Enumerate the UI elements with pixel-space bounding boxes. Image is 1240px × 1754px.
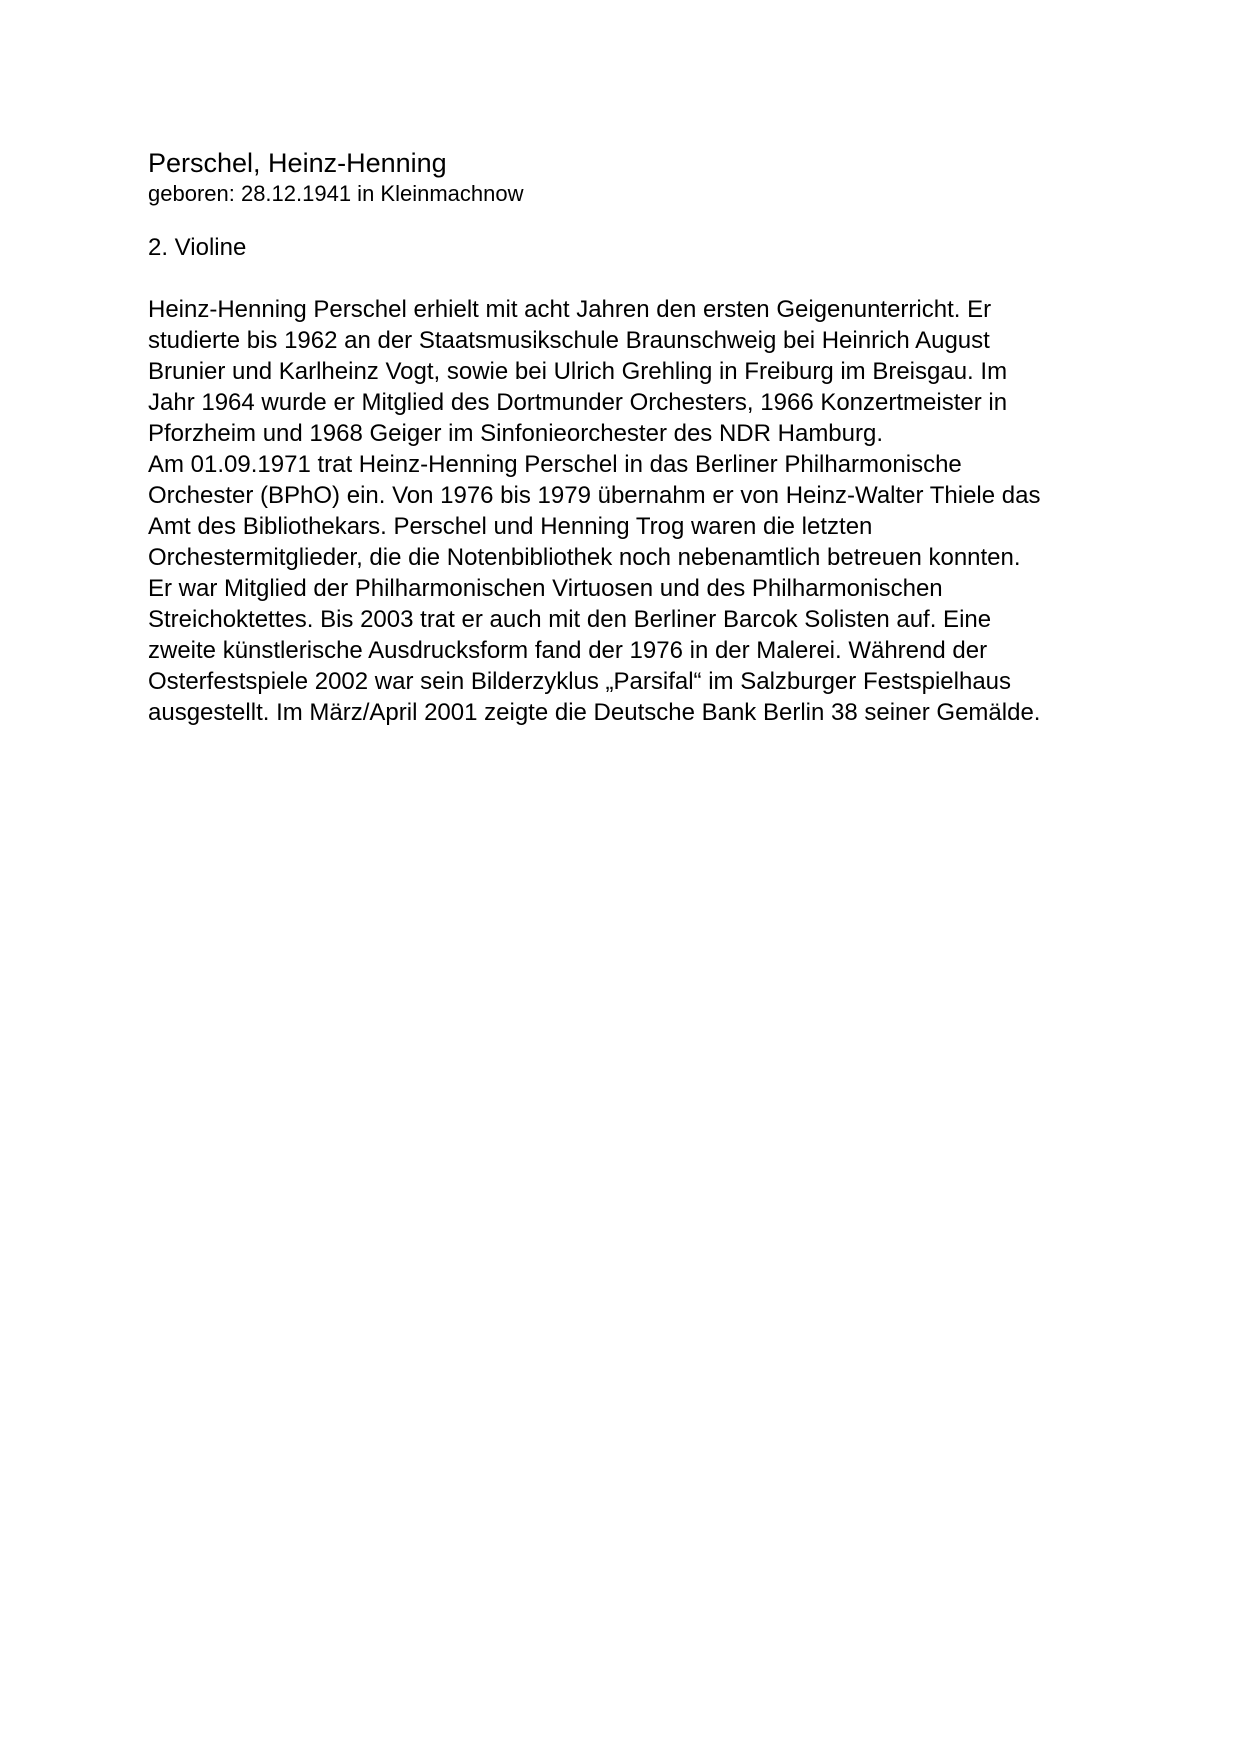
bio-line: studierte bis 1962 an der Staatsmusikschule Braunschweig bei Heinrich August [148,327,990,354]
bio-line: Jahr 1964 wurde er Mitglied des Dortmunder Orchesters, 1966 Konzertmeister in [148,389,1008,416]
bio-line: Orchestermitglieder, die die Notenbibliothek noch nebenamtlich betreuen konnten. [148,544,1021,571]
bio-line: Streichoktettes. Bis 2003 trat er auch mit den Berliner Barcok Solisten auf. Eine [148,606,992,633]
bio-line: Er war Mitglied der Philharmonischen Virtuosen und des Philharmonischen [148,575,943,602]
biography [148,294,1148,728]
birth-info: geboren: 28.12.1941 in Kleinmachnow [148,181,524,206]
document-content [148,146,1148,728]
bio-line: Osterfestspiele 2002 war sein Bilderzyklus „Parsifal“ im Salzburger Festspielhaus [148,668,1012,695]
bio-line: Brunier und Karlheinz Vogt, sowie bei Ulrich Grehling in Freiburg im Breisgau. Im [148,358,1008,385]
bio-line: Heinz-Henning Perschel erhielt mit acht Jahren den ersten Geigenunterricht. Er [148,296,992,323]
bio-line: Amt des Bibliothekars. Perschel und Henning Trog waren die letzten [148,513,873,540]
person-name: Perschel, Heinz-Henning [148,148,447,178]
bio-line: Orchester (BPhO) ein. Von 1976 bis 1979 übernahm er von Heinz-Walter Thiele das [148,482,1041,509]
bio-line: Pforzheim und 1968 Geiger im Sinfonieorchester des NDR Hamburg. [148,420,884,447]
bio-line: zweite künstlerische Ausdrucksform fand der 1976 in der Malerei. Während der [148,637,988,664]
bio-line: Am 01.09.1971 trat Heinz-Henning Perschel in das Berliner Philharmonische [148,451,962,478]
instrument-role: 2. Violine [148,234,247,261]
bio-line: ausgestellt. Im März/April 2001 zeigte die Deutsche Bank Berlin 38 seiner Gemälde. [148,699,1041,726]
